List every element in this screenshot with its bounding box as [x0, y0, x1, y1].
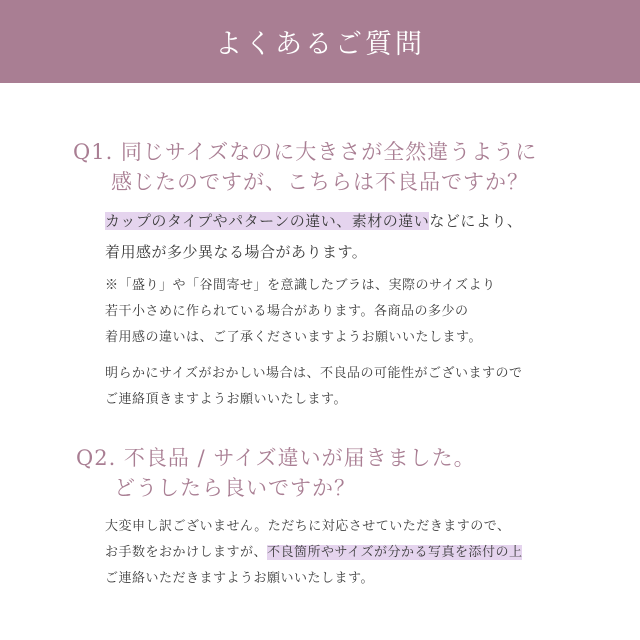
q2-answer-line1: 大変申し訳ございません。ただちに対応させていただきますので、 [105, 519, 511, 534]
q1-title-line1: Q1. 同じサイズなのに大きさが全然違うように [73, 140, 538, 164]
q2-answer-line3: ご連絡いただきますようお願いいたします。 [105, 571, 374, 586]
q2-title-line2: どうしたら良いですか？ [114, 476, 356, 500]
q2-title [76, 443, 476, 503]
q1-answer-line1-rest: などにより、 [429, 212, 523, 230]
q1-extra-line1: 明らかにサイズがおかしい場合は、不良品の可能性がございますので [105, 366, 523, 381]
q1-extra-line2: ご連絡頂きますようお願いいたします。 [105, 392, 347, 407]
q2-title-line1: Q2. 不良品 / サイズ違いが届きました。 [76, 446, 476, 470]
q1-title [73, 137, 537, 197]
page-header [0, 0, 640, 83]
q1-note-line1: ※「盛り」や「谷間寄せ」を意識したブラは、実際のサイズより [105, 278, 496, 293]
q1-title-line2: 感じたのですが、こちらは不良品ですか？ [111, 170, 529, 194]
q1-answer-highlight: カップのタイプやパターンの違い、素材の違い [105, 212, 430, 230]
q1-note-line3: 着用感の違いは、ご了承くださいますようお願いいたします。 [105, 330, 482, 345]
q2-answer-highlight: 不良箇所やサイズが分かる写真を添付の上 [267, 545, 523, 560]
q2-answer-line2-start: お手数をおかけしますが、 [105, 545, 268, 560]
q1-note-line2: 若干小さめに作られている場合があります。各商品の多少の [105, 304, 469, 319]
q1-answer-line1 [105, 210, 522, 231]
q2-answer-line2 [105, 541, 522, 560]
page-title: よくあるご質問 [215, 29, 425, 60]
q1-answer-line2: 着用感が多少異なる場合があります。 [105, 243, 368, 261]
